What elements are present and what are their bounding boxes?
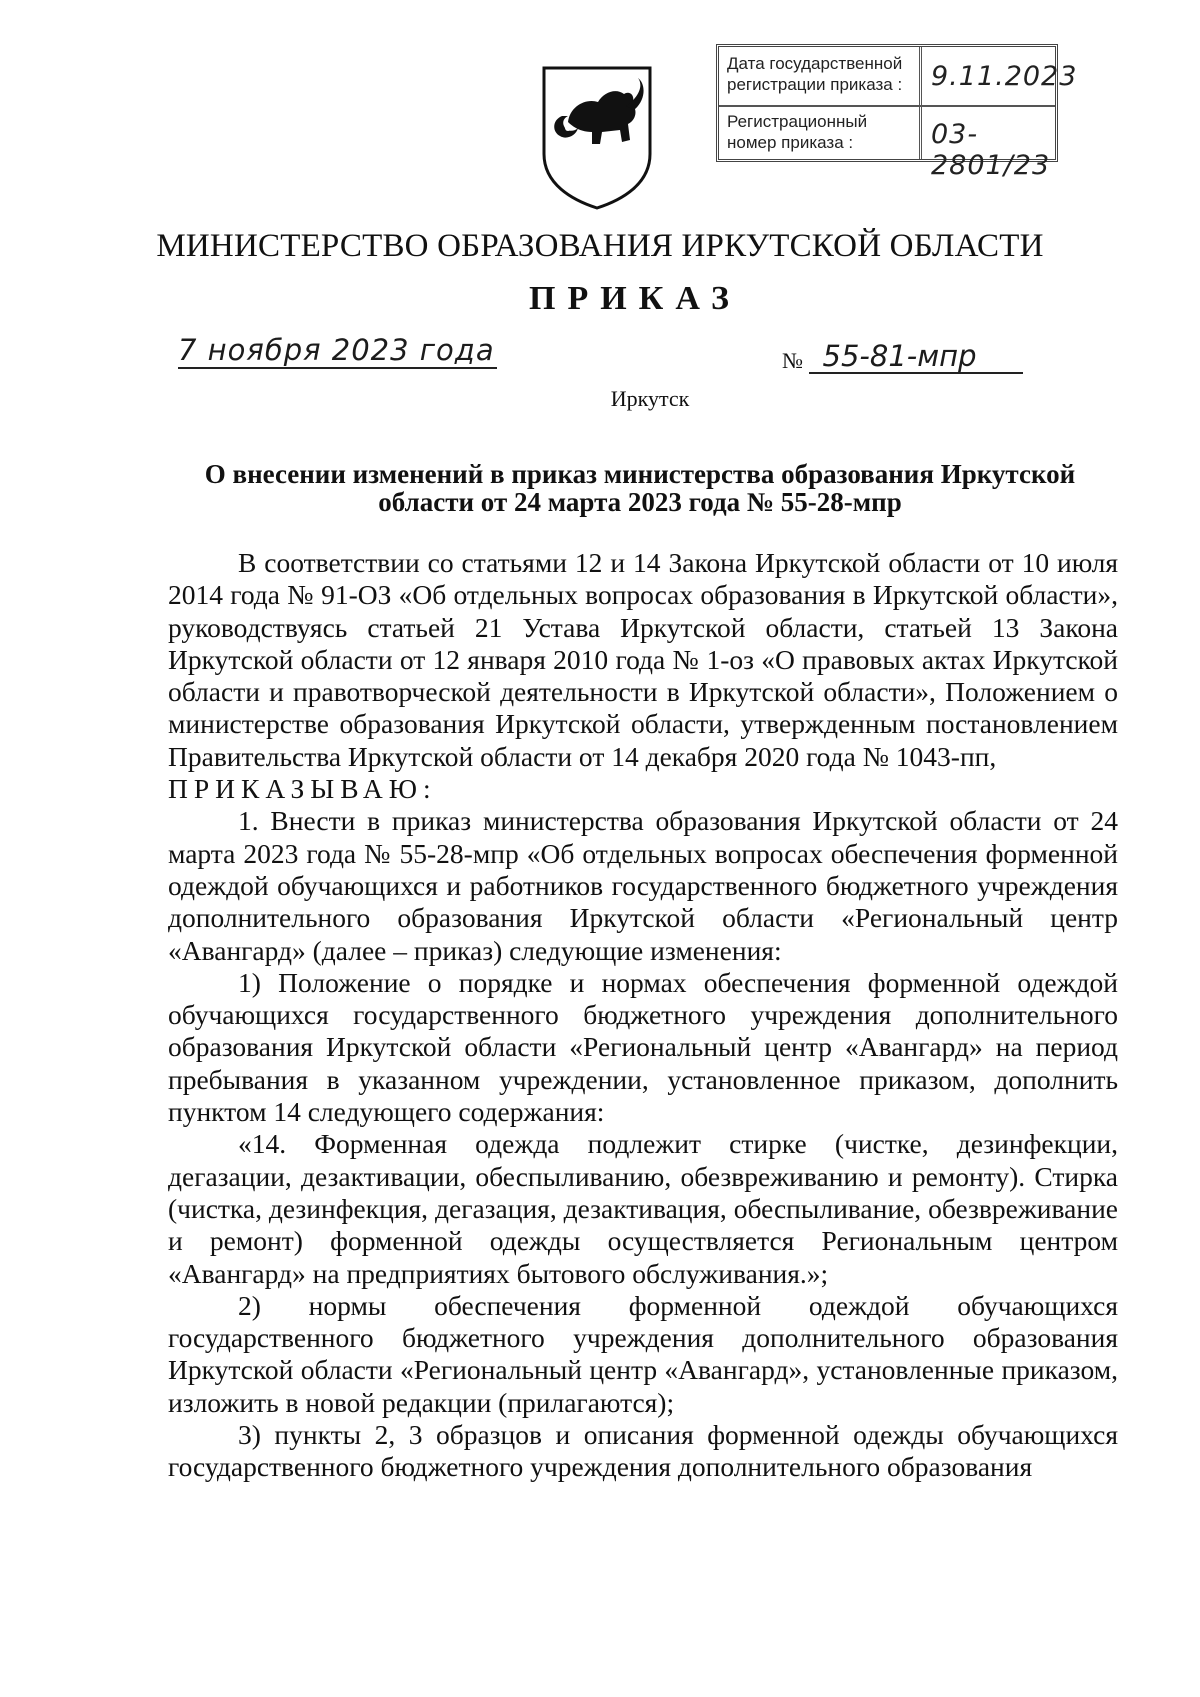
item-1-paragraph: 1. Внести в приказ министерства образования Иркутской области от 24 марта 2023 года № 55-28-мпр «Об отдельных вопросах обеспечения форменной одеждой обучающихся и работников государственного бюджетного учреждения дополнительного образования Иркутской области «Региональный центр «Авангард» (далее – приказ) следующие изменения: — [168, 805, 1118, 966]
order-number-value: 55-81-мпр — [809, 340, 1023, 374]
stamp-number-value: 03-2801/23 — [931, 119, 1051, 181]
subitem-2-paragraph: 2) нормы обеспечения форменной одеждой обучающихся государственного бюджетного учреждения дополнительного образования Иркутской области «Региональный центр «Авангард», установленные приказом, изложить в новой редакции (прилагаются); — [168, 1289, 1118, 1418]
irkutsk-coat-of-arms-icon — [538, 62, 656, 212]
subitem-1-paragraph: 1) Положение о порядке и нормах обеспечения форменной одеждой обучающихся государственного бюджетного учреждения дополнительного образования Иркутской области «Региональный центр «Авангард» на период пребывания в указанном учреждении, установленное приказом, дополнить пунктом 14 следующего содержания: — [168, 966, 1118, 1128]
stamp-number-label: Регистрационный номер приказа : — [727, 112, 868, 152]
number-sign: № — [782, 348, 803, 373]
quote-14-paragraph: «14. Форменная одежда подлежит стирке (чистке, дезинфекции, дегазации, дезактивации, обеспыливанию, обезвреживанию и ремонту). Стирка (чистка, дезинфекция, дегазация, дезактивация, обеспыливание, обезвреживание и ремонт) форменной одежды осуществляется Региональным центром «Авангард» на предприятиях бытового обслуживания.»; — [168, 1128, 1118, 1289]
stamp-date-row — [719, 49, 1078, 107]
stamp-divider — [919, 47, 925, 159]
subitem-3-paragraph: 3) пункты 2, 3 образцов и описания форменной одежды обучающихся государственного бюджетного учреждения дополнительного образования — [168, 1419, 1118, 1483]
ministry-name: МИНИСТЕРСТВО ОБРАЗОВАНИЯ ИРКУТСКОЙ ОБЛАСТИ — [156, 228, 1044, 264]
order-date: 7 ноября 2023 года — [178, 333, 495, 367]
order-body — [168, 547, 1118, 1484]
stamp-number-row — [719, 107, 1055, 181]
stamp-date-label: Дата государственной регистрации приказа : — [727, 54, 903, 94]
order-number — [782, 340, 1023, 374]
order-subject: О внесении изменений в приказ министерства образования Иркутской области от 24 марта 2023 года № 55-28-мпр — [204, 459, 1076, 517]
document-title: ПРИКАЗ — [529, 280, 741, 317]
stamp-date-value: 9.11.2023 — [931, 61, 1078, 92]
city-name: Иркутск — [610, 386, 690, 411]
order-word: ПРИКАЗЫВАЮ: — [168, 773, 437, 805]
registration-stamp — [716, 44, 1078, 181]
preamble-paragraph: В соответствии со статьями 12 и 14 Закона Иркутской области от 10 июля 2014 года № 91-ОЗ «Об отдельных вопросах образования в Иркутской области», руководствуясь статьей 21 Устава Иркутской области, статьей 13 Закона Иркутской области от 12 января 2010 года № 1-оз «О правовых актах Иркутской области и правотворческой деятельности в Иркутской области», Положением о министерстве образования Иркутской области, утвержденным постановлением Правительства Иркутской области от 14 декабря 2020 года № 1043-пп, — [168, 547, 1118, 772]
